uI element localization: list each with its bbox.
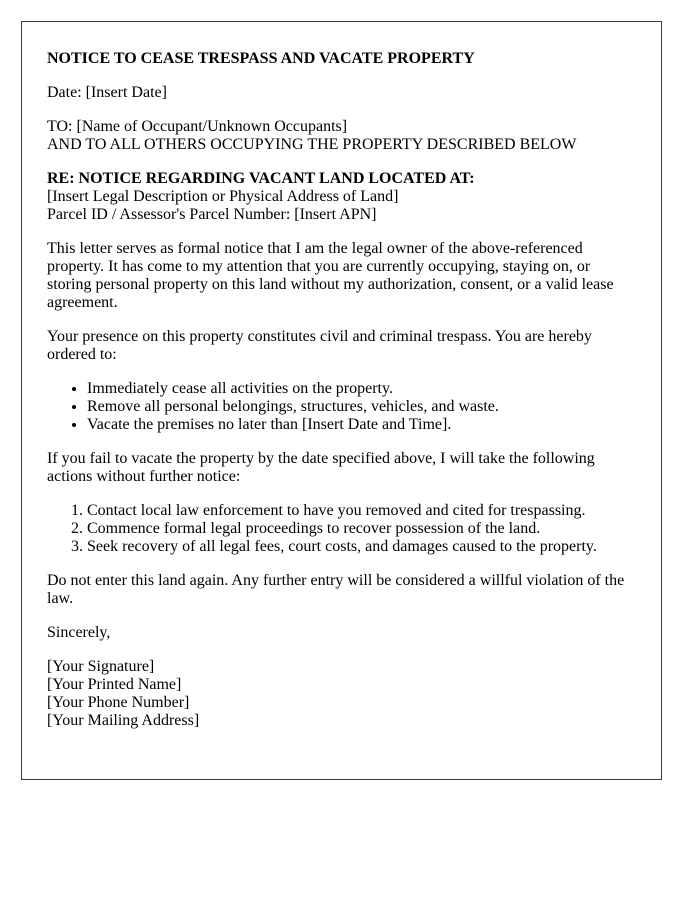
list-item: 1. Contact local law enforcement to have you removed and cited for trespassing. bbox=[87, 502, 636, 520]
orders-list bbox=[47, 380, 636, 434]
list-item: 2. Commence formal legal proceedings to recover possession of the land. bbox=[87, 520, 636, 538]
re-block bbox=[47, 170, 636, 224]
list-item: • Immediately cease all activities on the property. bbox=[87, 380, 636, 398]
signature-block bbox=[47, 658, 636, 730]
signature-line: [Your Phone Number] bbox=[47, 694, 190, 711]
para-ownership: This letter serves as formal notice that I am the legal owner of the above-referenced property. It has come to my attention that you are currently occupying, staying on, or storing personal property on this land without my authorization, consent, or a valid lease agreement. bbox=[47, 240, 614, 311]
list-item: • Remove all personal belongings, structures, vehicles, and waste. bbox=[87, 398, 636, 416]
signature-line: [Your Mailing Address] bbox=[47, 712, 200, 729]
signature-line: [Your Printed Name] bbox=[47, 676, 182, 693]
re-line-legal-description: [Insert Legal Description or Physical Address of Land] bbox=[47, 188, 399, 205]
re-heading: RE: NOTICE REGARDING VACANT LAND LOCATED AT: bbox=[47, 170, 475, 187]
recipient-block bbox=[47, 118, 636, 154]
closing: Sincerely, bbox=[47, 624, 111, 641]
re-line-parcel-id: Parcel ID / Assessor's Parcel Number: [Insert APN] bbox=[47, 206, 377, 223]
para-trespass: Your presence on this property constitutes civil and criminal trespass. You are hereby ordered to: bbox=[47, 328, 592, 363]
to-line-all-others: AND TO ALL OTHERS OCCUPYING THE PROPERTY DESCRIBED BELOW bbox=[47, 136, 577, 153]
list-item: • Vacate the premises no later than [Insert Date and Time]. bbox=[87, 416, 636, 434]
letter-title bbox=[47, 50, 636, 68]
date-line: Date: [Insert Date] bbox=[47, 84, 167, 101]
notice-letter bbox=[21, 21, 662, 780]
para-failure: If you fail to vacate the property by the date specified above, I will take the following actions without further notice: bbox=[47, 450, 595, 485]
actions-list bbox=[47, 502, 636, 556]
letter-title-text: NOTICE TO CEASE TRESPASS AND VACATE PROPERTY bbox=[47, 50, 475, 67]
list-item: 3. Seek recovery of all legal fees, court costs, and damages caused to the property. bbox=[87, 538, 636, 556]
signature-line: [Your Signature] bbox=[47, 658, 155, 675]
para-warning: Do not enter this land again. Any further entry will be considered a willful violation of the law. bbox=[47, 572, 625, 607]
to-line: TO: [Name of Occupant/Unknown Occupants] bbox=[47, 118, 348, 135]
